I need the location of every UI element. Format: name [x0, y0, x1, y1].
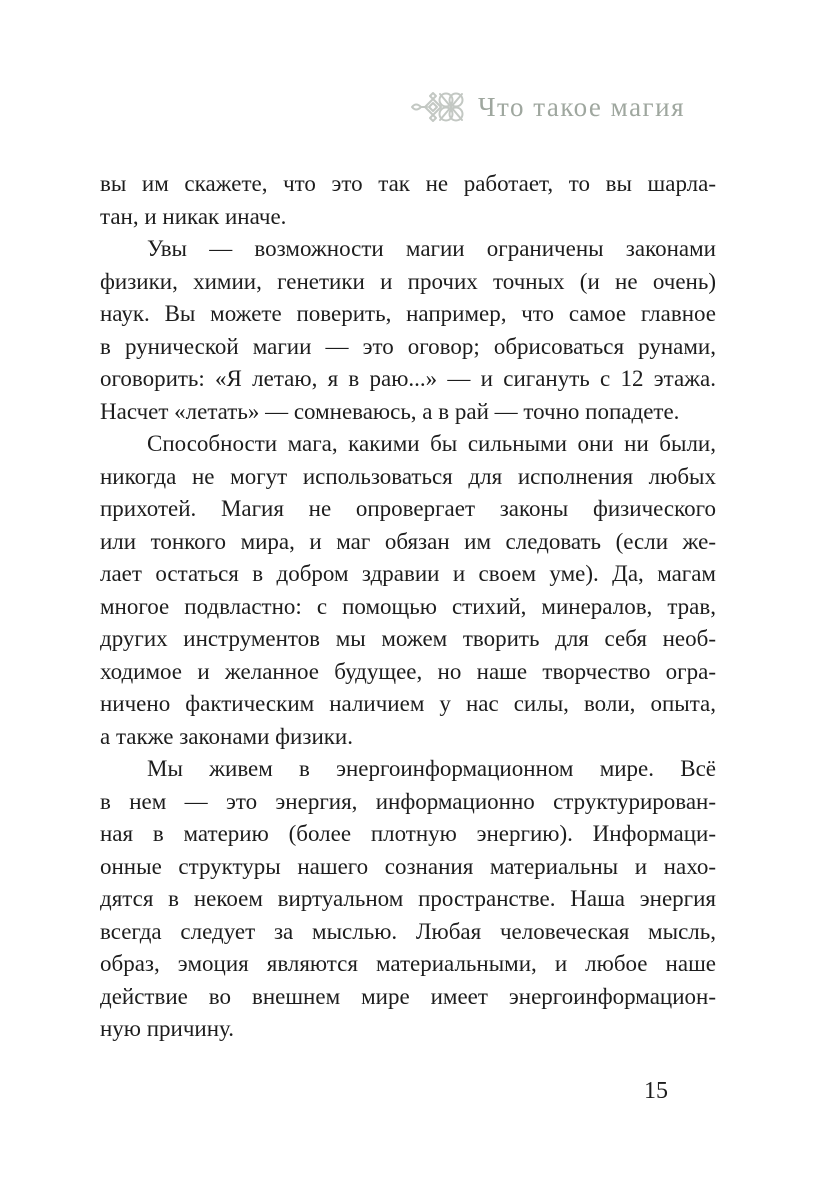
text-line: а также законами физики.: [100, 723, 353, 749]
text-line: образ, эмоция являются материальными, и любое наше: [100, 951, 716, 976]
text-line: лает остаться в добром здравии и своем уме). Да, магам: [100, 561, 716, 586]
text-line: Способности мага, какими бы сильными они ни были,: [147, 431, 716, 456]
text-line: дятся в некоем виртуальном пространстве. Наша энергия: [100, 886, 716, 911]
text-line: физики, химии, генетики и прочих точных (и не очень): [100, 268, 716, 294]
celtic-knot-ornament-icon: [410, 85, 466, 129]
paragraph: [100, 168, 716, 233]
text-line: в нем — это энергия, информационно структурирован-: [100, 788, 716, 814]
text-line: ничено фактическим наличием у нас силы, воли, опыта,: [100, 691, 716, 716]
text-line: наук. Вы можете поверить, например, что самое главное: [100, 301, 716, 326]
chapter-title: Что такое магия: [478, 91, 685, 122]
text-line: действие во внешнем мире имеет энергоинформацион-: [100, 983, 716, 1009]
running-head: [0, 84, 685, 130]
text-line: вы им скажете, что это так не работает, то вы шарла-: [100, 171, 716, 196]
text-line: тан, и никак иначе.: [100, 203, 287, 229]
text-line: прихотей. Магия не опровергает законы физического: [100, 496, 716, 521]
text-line: в рунической магии — это оговор; обрисоваться рунами,: [100, 333, 716, 359]
body-text: [100, 168, 716, 1046]
text-line: Мы живем в энергоинформационном мире. Всё: [147, 756, 716, 781]
text-line: или тонкого мира, и маг обязан им следовать (если же-: [100, 528, 716, 554]
text-line: ная в материю (более плотную энергию). Информаци-: [100, 821, 716, 846]
text-line: Насчет «летать» — сомневаюсь, а в рай — точно попадете.: [100, 398, 680, 424]
text-line: никогда не могут использоваться для исполнения любых: [100, 463, 716, 489]
page-number: 15: [644, 1078, 668, 1104]
text-line: всегда следует за мыслью. Любая человеческая мысль,: [100, 918, 716, 944]
text-line: оговорить: «Я летаю, я в раю...» — и сигануть с 12 этажа.: [100, 366, 716, 391]
text-line: Увы — возможности магии ограничены законами: [147, 236, 716, 261]
paragraph: [100, 428, 716, 753]
paragraph: [100, 233, 716, 428]
text-line: ную причину.: [100, 1016, 234, 1041]
text-line: других инструментов мы можем творить для себя необ-: [100, 626, 716, 651]
text-line: многое подвластно: с помощью стихий, минералов, трав,: [100, 593, 716, 619]
text-line: онные структуры нашего сознания материальны и нахо-: [100, 853, 716, 879]
text-line: ходимое и желанное будущее, но наше творчество огра-: [100, 658, 716, 684]
paragraph: [100, 753, 716, 1046]
